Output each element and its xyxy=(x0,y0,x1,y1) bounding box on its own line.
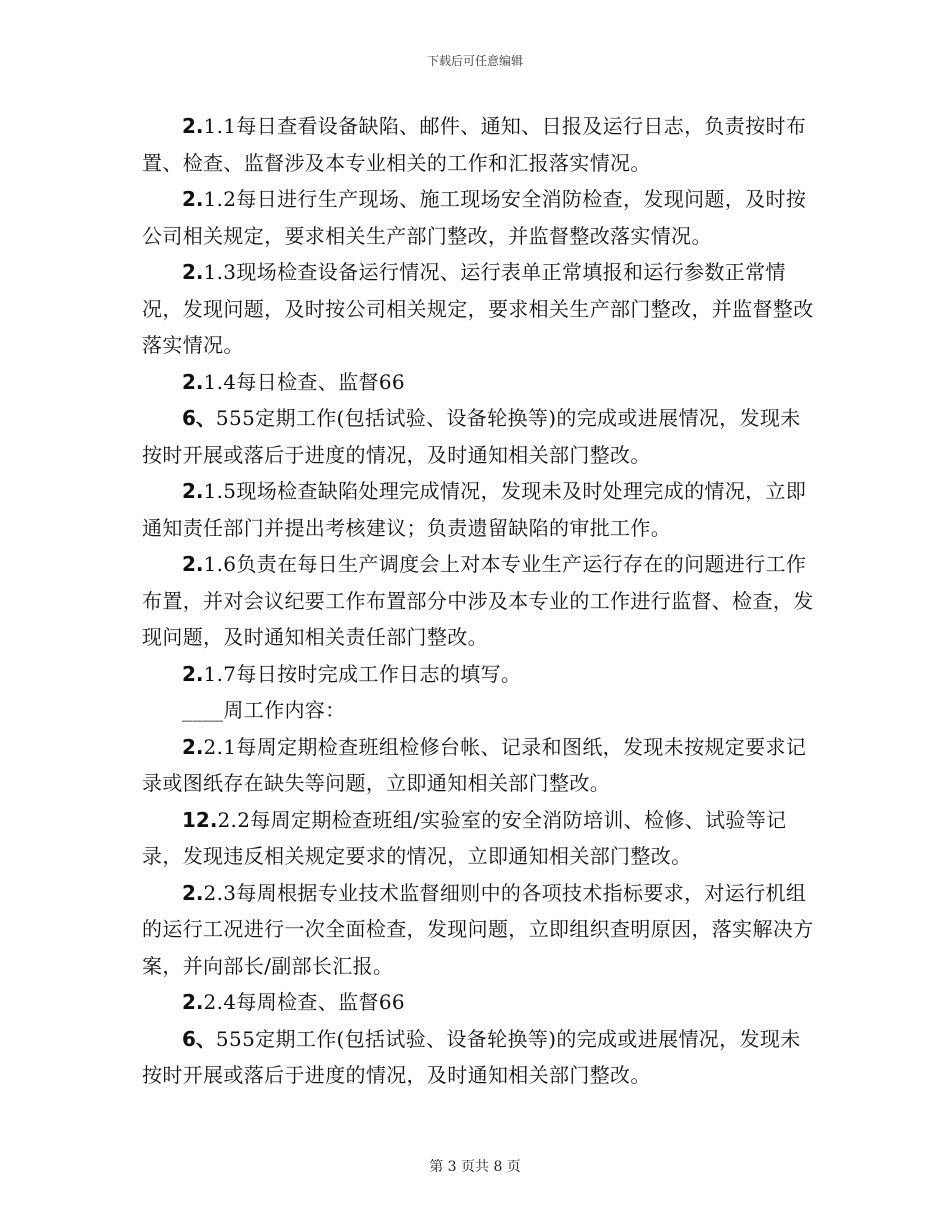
paragraph-2-2-2 xyxy=(142,802,814,875)
document-body xyxy=(142,108,814,1094)
paragraph-number: 2. xyxy=(182,734,204,759)
paragraph-number: 12. xyxy=(182,807,218,832)
paragraph-text: 1.2每日进行生产现场、施工现场安全消防检查，发现问题，及时按公司相关规定，要求相关生产部门整改，并监督整改落实情况。 xyxy=(142,187,807,248)
paragraph-2-1-5 xyxy=(142,473,814,546)
paragraph-2-2-3 xyxy=(142,875,814,985)
page-number-footer: 第 3 页共 8 页 xyxy=(429,1159,521,1175)
paragraph-2-1-2 xyxy=(142,181,814,254)
paragraph-2-1-6 xyxy=(142,546,814,656)
paragraph-number: 2. xyxy=(182,369,204,394)
paragraph-text: 1.3现场检查设备运行情况、运行表单正常填报和运行参数正常情况，发现问题，及时按公司相关规定，要求相关生产部门整改，并监督整改落实情况。 xyxy=(142,260,814,357)
section-heading-weekly xyxy=(142,692,814,729)
paragraph-text: 2.4每周检查、监督66 xyxy=(203,990,405,1014)
paragraph-text: 1.1每日查看设备缺陷、邮件、通知、日报及运行日志，负责按时布置、检查、监督涉及本专业相关的工作和汇报落实情况。 xyxy=(142,114,807,175)
paragraph-2-1-1 xyxy=(142,108,814,181)
paragraph-text: 555定期工作(包括试验、设备轮换等)的完成或进展情况，发现未按时开展或落后于进度的情况，及时通知相关部门整改。 xyxy=(142,406,801,467)
paragraph-number: 6、 xyxy=(182,1026,216,1051)
paragraph-2-2-4 xyxy=(142,984,814,1021)
paragraph-text: 2.1每周定期检查班组检修台帐、记录和图纸，发现未按规定要求记录或图纸存在缺失等问题，立即通知相关部门整改。 xyxy=(142,734,807,795)
paragraph-text: 1.4每日检查、监督66 xyxy=(203,369,405,394)
paragraph-6-weekly-periodic xyxy=(142,1021,814,1094)
paragraph-text: 2.3每周根据专业技术监督细则中的各项技术指标要求，对运行机组的运行工况进行一次全面检查，发现问题，立即组织查明原因，落实解决方案，并向部长/副部长汇报。 xyxy=(142,880,814,978)
page-header-note: 下载后可任意编辑 xyxy=(426,54,523,68)
paragraph-number: 2. xyxy=(182,187,204,211)
paragraph-number: 2. xyxy=(182,260,204,284)
paragraph-6-daily-periodic xyxy=(142,400,814,473)
paragraph-text: 1.6负责在每日生产调度会上对本专业生产运行存在的问题进行工作布置，并对会议纪要工作布置部分中涉及本专业的工作进行监督、检查，发现问题，及时通知相关责任部门整改。 xyxy=(142,552,814,649)
paragraph-text: 1.5现场检查缺陷处理完成情况，发现未及时处理完成的情况，立即通知责任部门并提出考核建议；负责遗留缺陷的审批工作。 xyxy=(142,479,807,540)
paragraph-2-1-3 xyxy=(142,254,814,364)
paragraph-text: 555定期工作(包括试验、设备轮换等)的完成或进展情况，发现未按时开展或落后于进度的情况，及时通知相关部门整改。 xyxy=(142,1026,801,1087)
paragraph-number: 2. xyxy=(182,990,204,1014)
paragraph-2-1-7 xyxy=(142,656,814,693)
paragraph-text: ____周工作内容： xyxy=(182,698,346,722)
paragraph-number: 2. xyxy=(182,552,204,576)
paragraph-number: 6、 xyxy=(182,406,216,430)
paragraph-number: 2. xyxy=(182,880,204,905)
paragraph-text: 1.7每日按时完成工作日志的填写。 xyxy=(203,661,522,686)
paragraph-2-1-4 xyxy=(142,364,814,401)
paragraph-2-2-1 xyxy=(142,729,814,802)
paragraph-number: 2. xyxy=(182,114,204,138)
paragraph-number: 2. xyxy=(182,479,204,503)
paragraph-number: 2. xyxy=(182,661,204,686)
paragraph-text: 2.2每周定期检查班组/实验室的安全消防培训、检修、试验等记录，发现违反相关规定要求的情况，立即通知相关部门整改。 xyxy=(142,807,787,868)
